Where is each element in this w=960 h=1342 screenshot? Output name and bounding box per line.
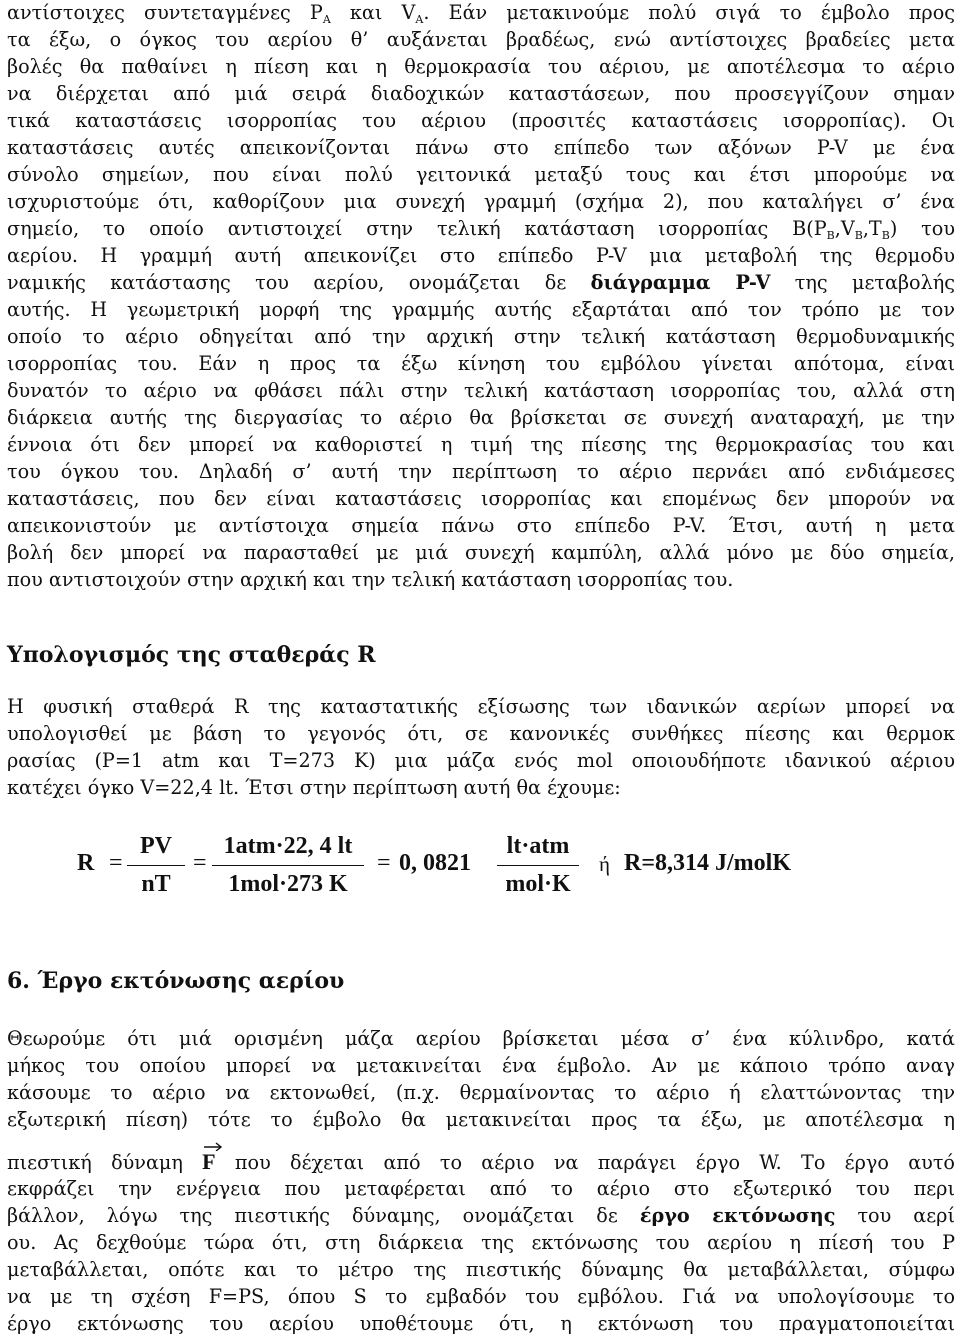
frac-numerator: 1atm·22, 4 lt xyxy=(223,833,353,859)
eq-sign: = xyxy=(377,850,391,876)
paragraph-line: οποίο το αέριο οδηγείται από την αρχική στην τελική κατάσταση θερμοδυναμικής xyxy=(7,325,955,348)
paragraph-line: καταστάσεις, που δεν είναι καταστάσεις ισορροπίας και επομένως δεν μπορούν να xyxy=(7,487,955,510)
paragraph-line: σημείο, το οποίο αντιστοιχεί στην τελική κατάσταση ισορροπίας $B(P_B,V_B,T_B)$ του xyxy=(7,217,955,242)
eq-value: 0, 0821 xyxy=(399,850,471,876)
paragraph-line: ου. Ας δεχθούμε τώρα ότι, στη διάρκεια της εκτόνωσης του αερίου η πίεσή του P xyxy=(7,1231,955,1254)
paragraph-line: βάλλον, λόγω της πιεστικής δύναμης, ονομάζεται δε έργο εκτόνωσης του αερί xyxy=(7,1204,955,1227)
paragraph-line: βολές θα παθαίνει η πίεση και η θερμοκρασία του αέριου, με αποτέλεσμα το αέριο xyxy=(7,55,955,78)
vector-arrow-icon xyxy=(202,1141,224,1151)
frac-denominator: mol·K xyxy=(505,871,571,897)
paragraph-line: διάρκεια αυτής της διεργασίας το αέριο θα βρίσκεται σε συνεχή αναταραχή, με την xyxy=(7,406,955,429)
eq-alt-value: R=8,314 J/molK xyxy=(624,850,792,876)
paragraph-line: τα έξω, ο όγκος του αερίου θ’ αυξάνεται βραδέως, ενώ αντίστοιχες βραδείες μετα xyxy=(7,28,955,51)
paragraph-line: ισχυριστούμε ότι, καθορίζουν μια συνεχή γραμμή (σχήμα 2), που καταλήγει σ’ ένα xyxy=(7,190,955,213)
fraction-line xyxy=(497,865,579,866)
paragraph-line: ρασίας (P=1 atm και T=273 K) μια μάζα ενός mol οποιουδήποτε ιδανικού αέριου xyxy=(7,749,955,772)
paragraph-line: μεταβάλλεται, οπότε και το μέτρο της πιεστικής δύναμης θα μεταβάλλεται, σύμφω xyxy=(7,1258,955,1281)
section-heading-r: Υπολογισμός της σταθεράς R xyxy=(7,642,376,668)
paragraph-line: να με τη σχέση F=PS, όπου S το εμβαδόν του εμβόλου. Γιά να υπολογίσουμε το xyxy=(7,1285,955,1308)
paragraph-line: Η φυσική σταθερά R της καταστατικής εξίσωσης των ιδανικών αερίων μπορεί να xyxy=(7,695,955,718)
term-expansion-work: έργο εκτόνωσης xyxy=(639,1204,836,1227)
paragraph-line: βολή δεν μπορεί να παρασταθεί με μιά συνεχή καμπύλη, αλλά μόνο με δύο σημεία, xyxy=(7,541,955,564)
paragraph-line: κατέχει όγκο V=22,4 lt. Έτσι στην περίπτωση αυτή θα έχουμε: xyxy=(7,776,621,799)
paragraph-line: του όγκου του. Δηλαδή σ’ αυτή την περίπτωση το αέριο περνάει από ενδιάμεσες xyxy=(7,460,955,483)
paragraph-line: καταστάσεις αυτές απεικονίζονται πάνω στο επίπεδο των αξόνων P-V με ένα xyxy=(7,136,955,159)
paragraph-line: ισορροπίας του. Εάν η προς τα έξω κίνηση του εμβόλου γίνεται απότομα, είναι xyxy=(7,352,955,375)
paragraph-line: απεικονιστούν με αντίστοιχα σημεία πάνω στο επίπεδο P-V. Έτσι, αυτή η μετα xyxy=(7,514,955,537)
paragraph-line: που αντιστοιχούν στην αρχική και την τελική κατάσταση ισορροπίας του. xyxy=(7,568,734,591)
eq-sign: = xyxy=(109,850,123,876)
frac-numerator: lt·atm xyxy=(506,833,570,859)
frac-numerator: PV xyxy=(140,833,172,859)
paragraph-line: υπολογισθεί με βάση το γεγονός ότι, σε κανονικές συνθήκες πίεσης και θερμοκ xyxy=(7,722,955,745)
paragraph-line: έννοια ότι δεν μπορεί να καθοριστεί η τιμή της πίεσης της θερμοκρασίας του και xyxy=(7,433,955,456)
paragraph-line: αερίου. Η γραμμή αυτή απεικονίζει στο επίπεδο P-V μια μεταβολή της θερμοδυ xyxy=(7,244,955,267)
eq-or: ή xyxy=(599,852,610,876)
paragraph-line: αντίστοιχες συντεταγμένες $P_A$ και $V_A$. Εάν μετακινούμε πολύ σιγά το έμβολο προς xyxy=(7,1,955,26)
eq-sign: = xyxy=(193,850,207,876)
section-heading-6: 6. Έργο εκτόνωσης αερίου xyxy=(7,968,345,994)
force-vector: F xyxy=(202,1149,215,1176)
frac-denominator: nT xyxy=(141,871,171,897)
paragraph-line: σύνολο σημείων, που είναι πολύ γειτονικά μεταξύ τους και έτσι μπορούμε να xyxy=(7,163,955,186)
paragraph-line: έργο εκτόνωσης του αερίου υποθέτουμε ότι, η εκτόνωση του πραγματοποιείται xyxy=(7,1312,955,1335)
paragraph-line: πιεστική δύναμη F που δέχεται από το αέριο να παράγει έργο W. Το έργο αυτό xyxy=(7,1149,955,1176)
eq-lhs: R xyxy=(77,850,95,876)
paragraph-line: δυνατόν το αέριο να φθάσει πάλι στην τελική κατάσταση ισορροπίας του, αλλά στη xyxy=(7,379,955,402)
frac-denominator: 1mol·273 K xyxy=(228,871,348,897)
paragraph-line: μήκος του οποίου μπορεί να μετακινείται ένα έμβολο. Αν με κάποιο τρόπο αναγ xyxy=(7,1054,955,1077)
paragraph-line: Θεωρούμε ότι μιά ορισμένη μάζα αερίου βρίσκεται μέσα σ’ ένα κύλινδρο, κατά xyxy=(7,1027,955,1050)
fraction-line xyxy=(212,865,364,866)
paragraph-line: εκφράζει την ενέργεια που μεταφέρεται από το αέριο στο εξωτερικό του περι xyxy=(7,1177,955,1200)
paragraph-line: εξωτερική πίεση) τότε το έμβολο θα μετακινείται προς τα έξω, με αποτέλεσμα η xyxy=(7,1108,955,1131)
paragraph-line: ναμικής κατάστασης του αερίου, ονομάζεται δε διάγραμμα P-V της μεταβολής xyxy=(7,271,956,294)
paragraph-line: κάσουμε το αέριο να εκτονωθεί, (π.χ. θερμαίνοντας το αέριο ή ελαττώνοντας την xyxy=(7,1081,955,1104)
paragraph-line: αυτής. Η γεωμετρική μορφή της γραμμής αυτής εξαρτάται από τον τρόπο με τον xyxy=(7,298,955,321)
term-pv-diagram: διάγραμμα P-V xyxy=(590,271,771,294)
paragraph-line: τικά καταστάσεις ισορροπίας του αέριου (προσιτές καταστάσεις ισορροπίας). Οι xyxy=(7,109,955,132)
paragraph-line: να διέρχεται από μιά σειρά διαδοχικών καταστάσεων, που προσεγγίζουν σημαν xyxy=(7,82,955,105)
fraction-line xyxy=(127,865,185,866)
